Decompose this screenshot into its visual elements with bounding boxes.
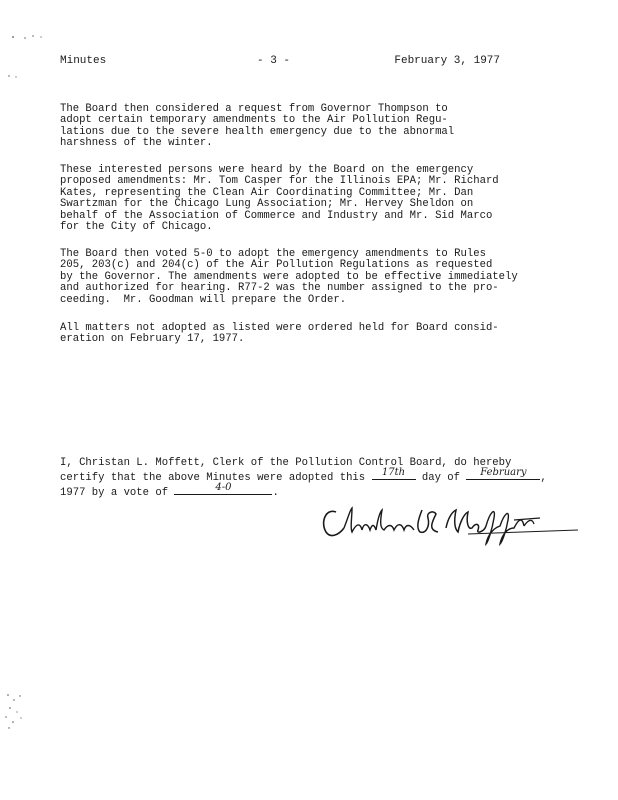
page-number: - 3 - (257, 55, 291, 67)
header-date: February 3, 1977 (394, 55, 500, 67)
clerk-signature (318, 498, 580, 546)
day-blank (372, 469, 416, 480)
certification-line-3-start: 1977 by a vote of (60, 487, 175, 500)
certification-day-of: day of (415, 472, 467, 485)
handwritten-month: February (480, 467, 527, 478)
paragraph-vote: The Board then voted 5-0 to adopt the emergency amendments to Rules 205, 203(c) and 204(c) of the Air Pollution Regulations as requested by the Governor. The amendments were adopted to be effective immediately and authorized for hearing. R77-2 was the number assigned to the pro- ceeding. Mr. Goodman will prepare the Order. (60, 248, 518, 306)
paragraph-request: The Board then considered a request from Governor Thompson to adopt certain temporary amendments to the Air Pollution Regu- lations due to the severe health emergency due to the abnormal harshness of the winter. (60, 103, 455, 150)
certification-comma: , (540, 472, 547, 485)
paragraph-interested-persons: These interested persons were heard by the Board on the emergency proposed amendments: Mr. Tom Casper for the Illinois EPA; Mr. Richard Kates, representing the Clean Air Coordinating Committee; Mr. Dan Swartzman for the Chicago Lung Association; Mr. Hervey Sheldon on behalf of the Association of Commerce and Industry and Mr. Sid Marco for the City of Chicago. (60, 164, 499, 234)
paragraph-matters-held: All matters not adopted as listed were ordered held for Board consid- eration on February 17, 1977. (60, 322, 499, 346)
handwritten-day: 17th (381, 467, 406, 478)
certification-line-2-start: certify that the above Minutes were adopted this (60, 472, 372, 485)
header-title: Minutes (60, 55, 107, 67)
handwritten-vote: 4-0 (215, 482, 232, 494)
clerk-certification (60, 457, 580, 500)
certification-period: . (272, 487, 279, 500)
certification-line-1: I, Christan L. Moffett, Clerk of the Pollution Control Board, do hereby (60, 457, 512, 469)
vote-blank (174, 484, 272, 495)
month-blank (466, 469, 540, 480)
